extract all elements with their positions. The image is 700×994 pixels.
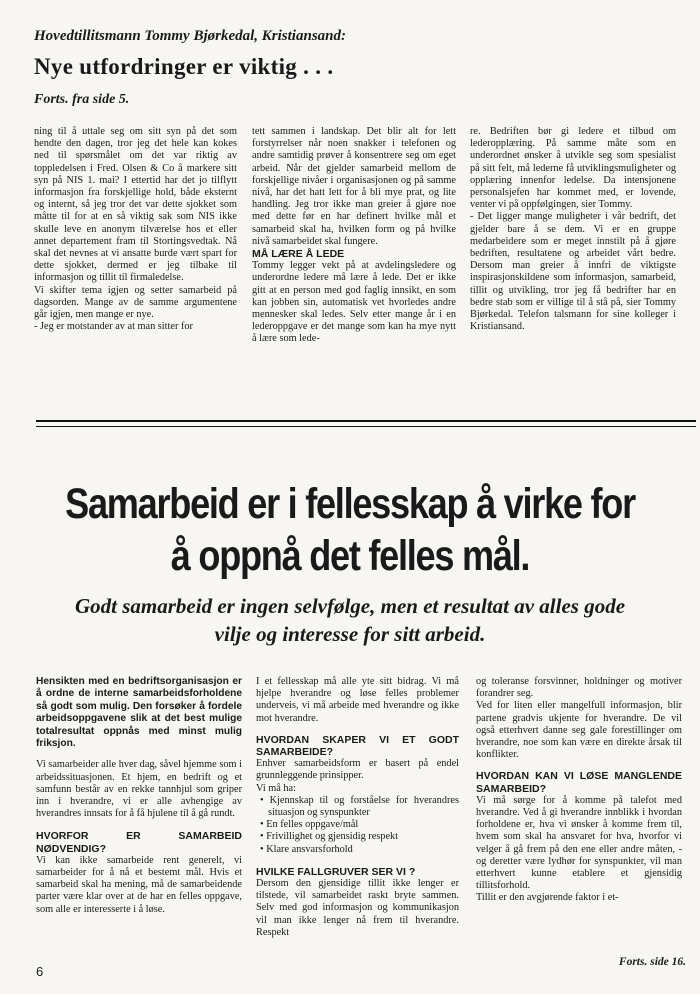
paragraph: - Jeg er motstander av at man sitter for: [34, 321, 193, 333]
lead-paragraph: Hensikten med en bedriftsorganisasjon er å ordne de interne samarbeidsforholdene så godt som mulig. Den forsøker å fordele arbeidsoppgavene slik at det best mulige totalresultat oppnås med minst mulig friksjon.: [36, 676, 242, 750]
main-column-2: [256, 676, 459, 939]
page-number: 6: [36, 964, 44, 979]
paragraph: Tillit er den avgjørende faktor i et-: [476, 892, 619, 904]
continued-from-note: Forts. fra side 5.: [34, 92, 130, 107]
main-column-1: [36, 676, 242, 916]
paragraph: Vi må ha:: [256, 782, 296, 794]
headline-line-1: Samarbeid er i fellesskap å virke for: [65, 480, 635, 528]
paragraph: Enhver samarbeidsform er basert på endel grunnleggende prinsipper.: [256, 758, 459, 782]
paragraph: Vi skifter tema igjen og setter samarbeid på dagsorden. Mange av de samme argumentene går igjen, men mange er nye.: [34, 284, 237, 321]
paragraph: Ved for liten eller mangelfull informasjon, blir partene gradvis ukjente for hverandre. De vil også etterhvert danne seg gale forestillinger om hverandre, noe som kan være en direkte årsak til konflikter.: [476, 700, 682, 761]
divider-rule: [36, 426, 696, 427]
article-kicker: Hovedtillitsmann Tommy Bjørkedal, Kristiansand:: [34, 28, 346, 44]
subtitle-line-2: vilje og interesse for sitt arbeid.: [214, 622, 486, 646]
main-subtitle: [0, 592, 700, 648]
section-heading: HVILKE FALLGRUVER SER VI ?: [256, 865, 416, 878]
paragraph: re. Bedriften bør gi ledere et tilbud om lederopplæring. På samme måte som en underordnet ønsker å utvikle seg som spesialist på sitt felt, må lederne få utviklingsmuligheter og opplæring innenfor ledelse. Da intensjonene personalsjefen har kommet med, er lovende, venter vi på oppfølgingen, sier Tommy.: [470, 126, 676, 211]
paragraph: Vi kan ikke samarbeide rent generelt, vi samarbeider for å nå et bestemt mål. Hvis et samarbeid skal ha mening, må de samarbeidende parter være klar over at de har en felles oppgave, som alle er interesserte i å løse.: [36, 854, 242, 915]
paragraph: I et fellesskap må alle yte sitt bidrag. Vi må hjelpe hverandre og løse felles problemer underveis, vi må arbeide med hverandre og ikke mot hverandre.: [256, 676, 459, 724]
section-heading: HVORDAN KAN VI LØSE MANGLENDE SAMARBEID?: [476, 770, 682, 795]
top-column-3: [470, 126, 676, 333]
list-item: • Frivillighet og gjensidig respekt: [266, 831, 459, 843]
section-heading: HVORFOR ER SAMARBEID NØDVENDIG?: [36, 830, 242, 855]
paragraph: Dersom den gjensidige tillit ikke lenger er tilstede, vil samarbeidet raskt bryte sammen. Selv med god informasjon og kommunikasjon vil man ikke lenger nå frem til hverandre. Respekt: [256, 878, 459, 938]
list-item: • Klare ansvarsforhold: [266, 844, 459, 856]
headline-line-2: å oppnå det felles mål.: [170, 532, 530, 580]
paragraph: og toleranse forsvinner, holdninger og motiver forandrer seg.: [476, 676, 682, 700]
top-column-1: [34, 126, 237, 333]
main-column-3: [476, 676, 682, 905]
paragraph: - Det ligger mange muligheter i vår bedrift, det gjelder bare å se dem. Vi er en gruppe medarbeidere som er meget innstilt på å gjøre bedriften, resultatene og arbeidet vårt bedre. Dersom man greier å innfri de viktigste inspirasjonskildene som informasjon, samarbeid, tillit og utvikling, tror jeg få bedrifter har en bedre stab som er villige til å stå på, sier Tommy Bjørkedal. Telefon talsmann for sine kolleger i Kristiansand.: [470, 211, 676, 333]
article-title: Nye utfordringer er viktig . . .: [34, 54, 334, 79]
paragraph: Tommy legger vekt på at avdelingsledere og underordne ledere må lære å lede. Det er ikke gitt at en person med god faglig innsikt, en som kan jobben sin, automatisk vet hvorledes andre mennesker skal ledes. Selv etter mange år i en lederoppgave er det mange som kan ha mye nytt å lære som lede-: [252, 260, 456, 345]
section-heading: HVORDAN SKAPER VI ET GODT SAMARBEIDE?: [256, 733, 459, 759]
section-heading: MÅ LÆRE Å LEDE: [252, 248, 345, 261]
divider-rule: [36, 420, 696, 422]
subtitle-line-1: Godt samarbeid er ingen selvfølge, men et resultat av alles gode: [74, 594, 626, 618]
top-column-2: [252, 126, 456, 346]
continued-note: Forts. side 16.: [618, 956, 686, 968]
paragraph: tett sammen i landskap. Det blir alt for lett forstyrrelser når noen snakker i telefonen og andre samtidig prøver å konsentrere seg om eget arbeid. Når det gjelder samarbeid mellom de forskjellige nivåer i organisasjonen og på samme nivå, har det hatt lett for å bli mye prat, og lite handling. Jeg tror ikke man greier å gjøre noe med dette før en har definert hvilke mål et samarbeid skal ha, hvilken form og på hvilke nivå samarbeidet skal fungere.: [252, 126, 456, 247]
paragraph: Vi må sørge for å komme på talefot med hverandre. Ved å gi hverandre innblikk i hvordan forholdene er, hva vi ønsker å komme frem til, hvem som skal ha ansvaret for hva, hvorfor vi velger å gå frem på den ene eller andre måten, - og deretter være lydhør for synspunkter, vil man etterhvert kunne etablere et gjensidig tillitsforhold.: [476, 794, 682, 892]
paragraph: ning til å uttale seg om sitt syn på det som hendte den dagen, tror jeg det hele kan kokes ned til spørsmålet om det var riktig av toppledelsen i Fred. Olsen & Co å markere sitt syn på NIS 1. mai? I ettertid har det jo tilflytt informasjon fra forskjellige hold, både eksternt og internt, så jeg tror det var dette sjokket som måtte til for at en så viktig sak som NIS ikke skulle leve en anonym tilværelse hos et eller annet departement fram til Stortingsvedtak. Nå skal det nevnes at vi ansatte burde vært spart for dette sjokket, dermed er jeg tilbake til informasjon og tillit til firmaledelse.: [34, 126, 237, 284]
principles-list: [256, 795, 459, 856]
main-headline: [56, 478, 644, 582]
list-item: • Kjennskap til og forståelse for hverandres situasjon og synspunkter: [266, 795, 459, 819]
paragraph: Vi samarbeider alle hver dag, såvel hjemme som i arbeidssituasjonen. Et hjem, en bedrift og et samfunn består av en rekke tannhjul som griper inn i hverandre, vi er alle avhengige av hverandres innsats for å få hjulene til å gå rundt.: [36, 759, 242, 820]
list-item: • En felles oppgave/mål: [266, 819, 459, 831]
